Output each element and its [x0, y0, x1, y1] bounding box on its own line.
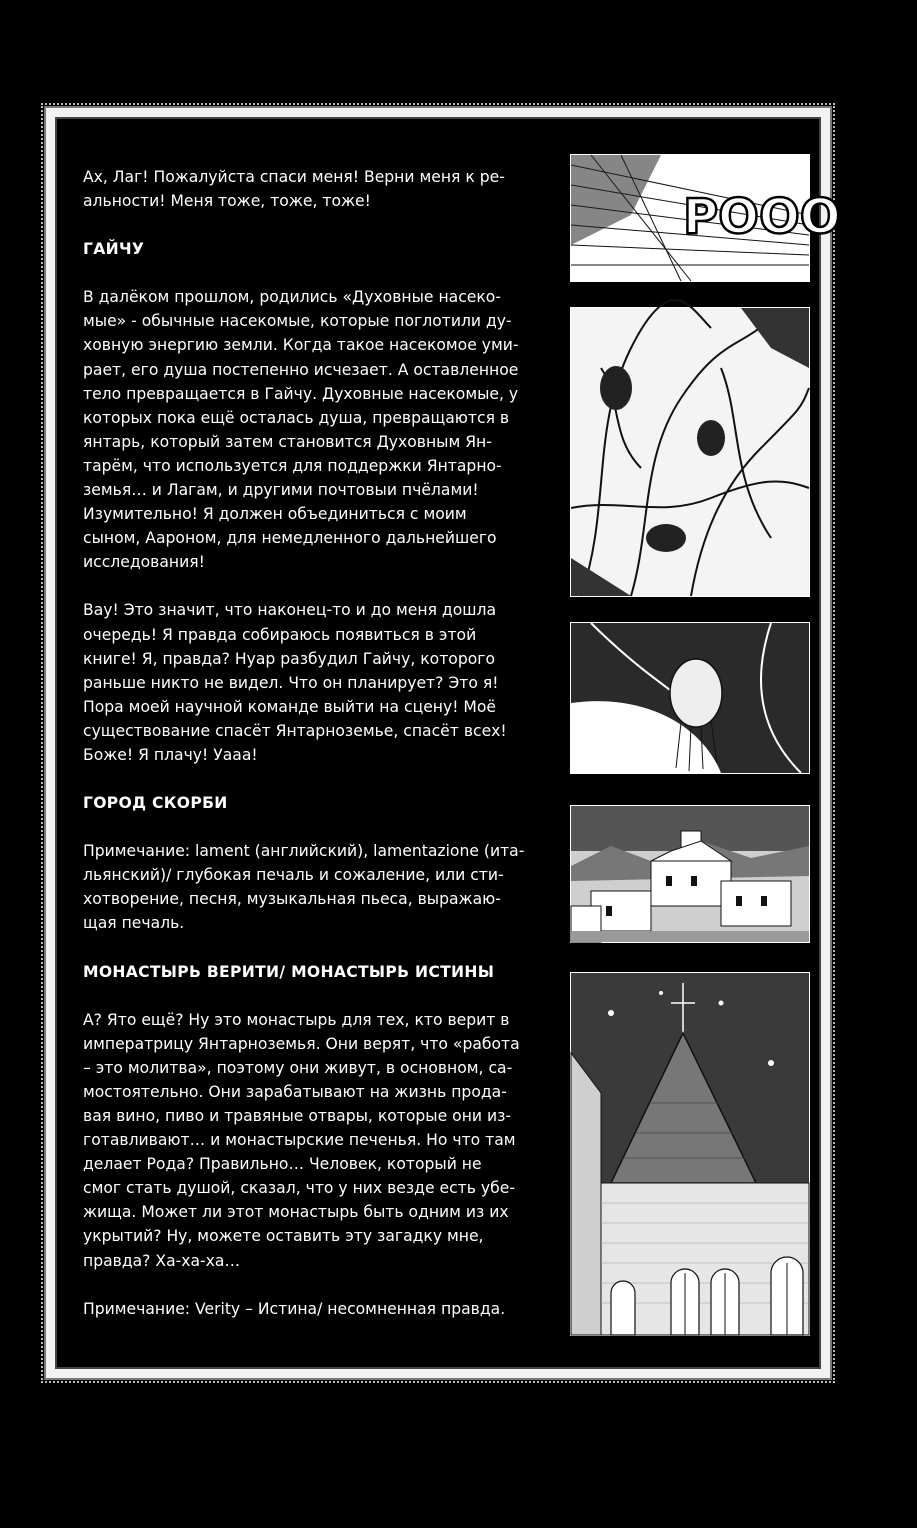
- intro-paragraph: Ах, Лаг! Пожалуйста спаси меня! Верни меня к ре- альности! Меня тоже, тоже, тоже!: [83, 168, 505, 211]
- manga-panel-town: [570, 805, 810, 943]
- sfx-text: POOO: [683, 189, 841, 245]
- manga-panel-monastery: [570, 972, 810, 1336]
- verity-note-paragraph: Примечание: Verity – Истина/ несомненная правда.: [83, 1299, 506, 1318]
- manga-panel-vines: [570, 307, 810, 597]
- gaichu-paragraph-1: В далёком прошлом, родились «Духовные насеко- мые» - обычные насекомые, которые поглотили ду- ховную энергию земли. Когда такое насекомое уми- рает, его душа постепенно исчезает. А оставленное тело превращается в Гайчу. Духовные насекомые, у которых пока ещё осталась душа, превращаются в янтарь, который затем становится Духовным Ян- тарём, что используется для поддержки Янтарно- земья… и Лагам, и другими почтовыи пчёлами! Изумительно! Я должен объединиться с моим сыном, Аароном, для немедленного дальнейшего исследования!: [83, 288, 519, 572]
- heading-verity-monastery: МОНАСТЫРЬ ВЕРИТИ/ МОНАСТЫРЬ ИСТИНЫ: [83, 962, 495, 981]
- heading-gaichu: ГАЙЧУ: [83, 240, 145, 259]
- city-note-paragraph: Примечание: lament (английский), lamentazione (ита- льянский)/ глубокая печаль и сожаление, или сти- хотворение, песня, музыкальная пьеса, выражаю- щая печаль.: [83, 842, 525, 933]
- manga-panel-creature: [570, 622, 810, 774]
- manga-panel-burst: [570, 154, 841, 282]
- text-column: [83, 165, 553, 1345]
- monastery-paragraph: А? Ято ещё? Ну это монастырь для тех, кто верит в императрицу Янтарноземья. Они верят, что «работа – это молитва», поэтому они живут, в основном, са- мостоятельно. Они зарабатывают на жизнь прода- вая вино, пиво и травяные отвары, которые они из- готавливают… и монастырские печенья. Но что там делает Рода? Правильно… Человек, который не смог стать душой, сказал, что у них везде есть убе- жища. Может ли этот монастырь быть одним из их укрытий? Ну, можете оставить эту загадку мне, правда? Ха-ха-ха…: [83, 1010, 520, 1270]
- heading-city-of-sorrow: ГОРОД СКОРБИ: [83, 794, 228, 813]
- page-frame: [46, 108, 841, 1378]
- gaichu-paragraph-2: Вау! Это значит, что наконец-то и до меня дошла очередь! Я правда собираюсь появиться в этой книге! Я, правда? Нуар разбудил Гайчу, которого раньше никто не видел. Что он планирует? Это я! Пора моей научной команде выйти на сцену! Моё существование спасёт Янтарноземье, спасёт всех! Боже! Я плачу! Уааа!: [83, 601, 507, 764]
